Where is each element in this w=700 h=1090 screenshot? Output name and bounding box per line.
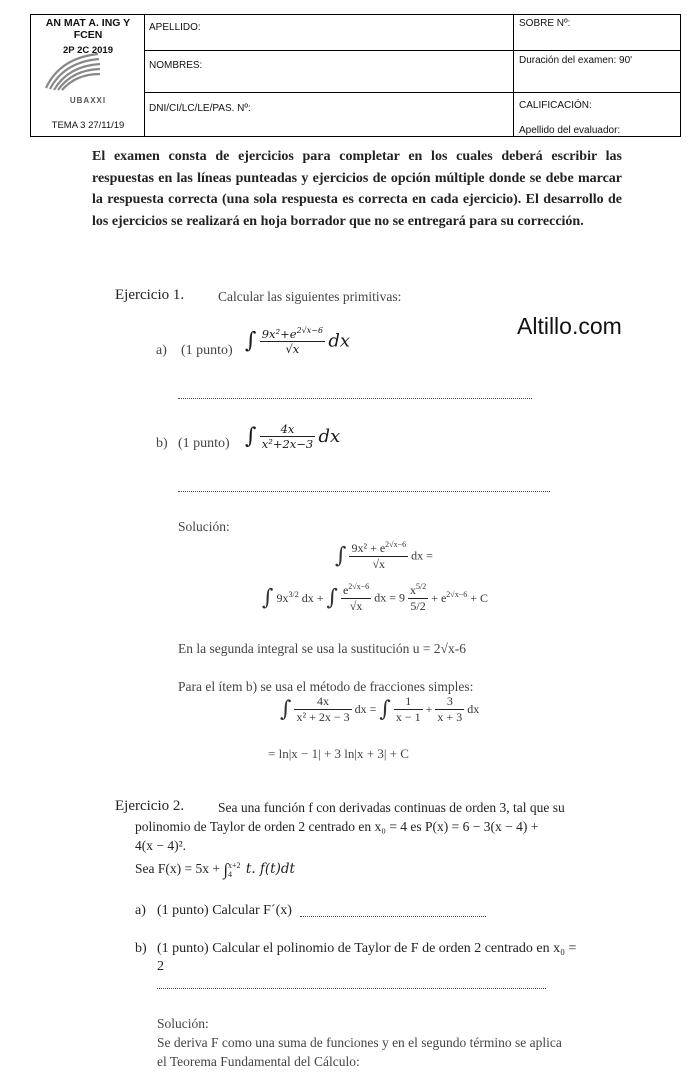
exam-instructions: El examen consta de ejercicios para completar en los cuales deberá escribir las respuestas en las líneas punteadas y ejercicios de opción múltiple donde se debe marcar la respuesta correcta (una sola respuesta es correcta en cada ejercicio). El desarrollo de los ejercicios se realizará en hoja borrador que no se entregará para su corrección. (92, 149, 622, 229)
logo-text: UBAXXI (69, 96, 107, 105)
evaluador-field: Apellido del evaluador: (519, 125, 621, 136)
substitution-note: En la segunda integral se usa la sustitución u = 2√x-6 (178, 641, 466, 656)
item-b-points: (1 punto) (178, 436, 230, 451)
exercise-2-line1: Sea una función f con derivadas continuas de orden 3, tal que su (218, 800, 565, 815)
calificacion-field: CALIFICACIÓN: (519, 100, 592, 111)
ex2-answer-line-a[interactable] (300, 916, 486, 917)
solution-label: Solución: (178, 519, 230, 534)
integral-b: ∫ $\frac{4x}{\text{x²+2x−3}}$ dx (245, 422, 341, 451)
integral-a: ∫ $\frac{9x^2+e^{2√x-6}}{√x}$ dx (245, 326, 351, 356)
integral-lower-limit: 4 (228, 870, 233, 879)
item-a-label: a) (156, 343, 167, 358)
item-b-label: b) (156, 436, 168, 451)
item-a-points: (1 punto) (181, 343, 233, 358)
ex2-answer-line-b[interactable] (157, 988, 546, 989)
ex2-item-a-label: a) (135, 903, 146, 918)
header-divider (144, 50, 680, 51)
exercise-2-line2: polinomio de Taylor de orden 2 centrado en x₀ = 4 es P(x) = 6 − 3(x − 4) + (135, 819, 539, 834)
ex2-solution-label: Solución: (157, 1016, 209, 1031)
nombres-field[interactable]: NOMBRES: (149, 60, 203, 71)
ex2-item-b-label: b) (135, 941, 147, 956)
integral-upper-limit: x+2 (228, 861, 241, 870)
apellido-field[interactable]: APELLIDO: (149, 22, 201, 33)
exercise-1-title: Ejercicio 1. (115, 287, 185, 303)
solution-result-b: = ln|x − 1| + 3 ln|x + 3| + C (268, 746, 409, 761)
exercise-2-line3: 4(x − 4)². (135, 838, 187, 853)
header-divider (144, 15, 145, 136)
watermark: Altillo.com (517, 313, 622, 339)
header-divider (144, 92, 680, 93)
ex2-item-b-text-cont: 2 (157, 959, 164, 974)
partial-fractions-note: Para el ítem b) se usa el método de fracciones simples: (178, 679, 474, 694)
ex2-solution-line1: Se deriva F como una suma de funciones y en el segundo término se aplica (157, 1035, 562, 1050)
ex2-solution-line2: el Teorema Fundamental del Cálculo: (157, 1054, 360, 1069)
answer-line-a[interactable] (178, 398, 532, 399)
integrand: t. f(t)dt (245, 861, 295, 878)
ex2-item-a-text: (1 punto) Calcular F´(x) (157, 903, 292, 918)
solution-eq-1: ∫ $\frac{9x^2 + e^{2√x-6}}{√x}$ dx = (335, 540, 433, 571)
solution-eq-2: ∫ $9x^{3/2}$ dx + ∫ $\frac{e^{2√x-6}}{√x}$ dx = 9 $\frac{x^{5/2}}{5/2}$ + $e^{2√x-6} + C$ (262, 582, 488, 613)
institution-label: AN MAT A. ING Y FCEN (45, 17, 131, 41)
exercise-2-title: Ejercicio 2. (115, 798, 185, 814)
duracion-label: Duración del examen: 90' (519, 55, 633, 66)
exercise-1-statement: Calcular las siguientes primitivas: (218, 289, 402, 304)
tema-label: TEMA 3 27/11/19 (51, 120, 125, 131)
answer-line-b[interactable] (178, 491, 550, 492)
function-definition: Sea F(x) = 5x + (135, 861, 220, 877)
solution-eq-3: ∫ $\frac{4x}{\text{x² + 2x − 3}}$ dx = ∫ $\frac{1}{x - 1}$ + $\frac{3}{x + 3}$ dx (280, 694, 480, 724)
documento-field[interactable]: DNI/CI/LC/LE/PAS. Nº: (149, 103, 251, 114)
exercise-2-line4: Sea F(x) = 5x + ∫ x+2 4 t. f(t)dt (135, 860, 295, 879)
exam-header-table (30, 14, 681, 137)
exam-period: 2P 2C 2019 (62, 45, 113, 56)
sobre-field: SOBRE Nº: (519, 18, 571, 29)
header-divider (513, 15, 514, 136)
ex2-item-b-text: (1 punto) Calcular el polinomio de Taylor de F de orden 2 centrado en x₀ = (157, 941, 577, 956)
ubaxxi-logo-icon (40, 50, 104, 92)
